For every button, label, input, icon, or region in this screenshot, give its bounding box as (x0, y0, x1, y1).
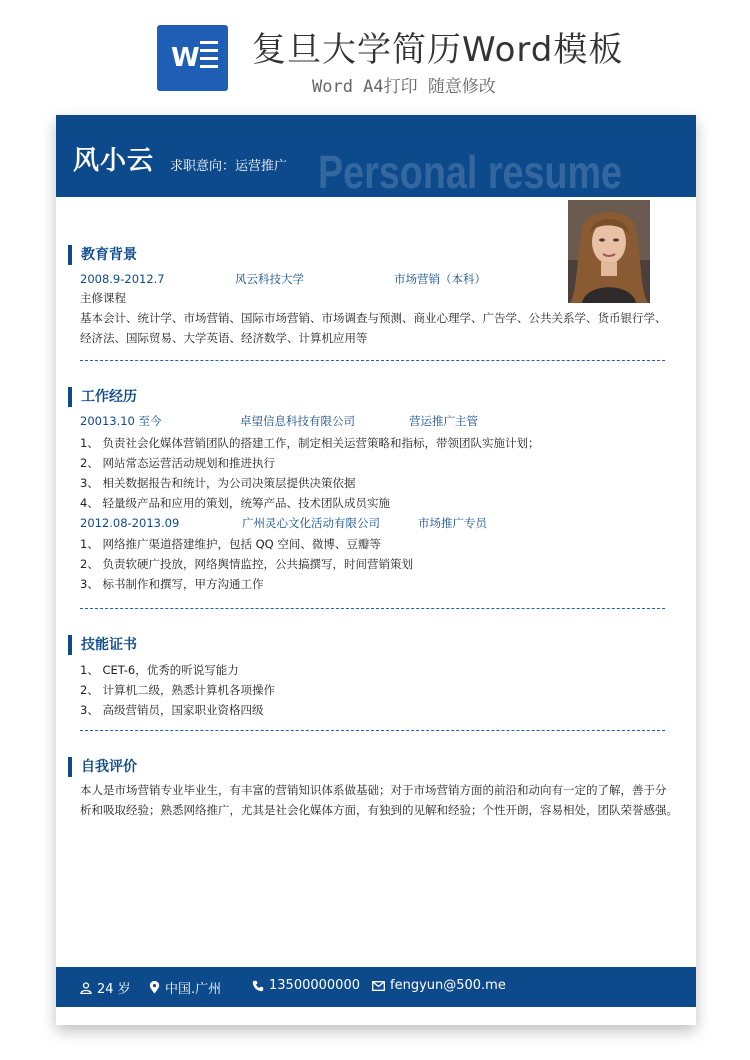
job-duty: 2、 网站常态运营活动规划和推进执行 (80, 456, 275, 470)
profile-photo (568, 200, 650, 303)
education-school: 风云科技大学 (235, 272, 304, 286)
job-duty: 3、 相关数据报告和统计，为公司决策层提供决策依据 (80, 476, 356, 490)
name-banner (56, 115, 696, 197)
section-title-self-eval: 自我评价 (68, 757, 137, 777)
email-text: fengyun@500.me (390, 978, 506, 993)
candidate-name: 风小云 (73, 146, 155, 176)
self-eval-line-1: 本人是市场营销专业毕业生，有丰富的营销知识体系做基础；对于市场营销方面的前沿和动向有一定的了解，善于分 (80, 783, 667, 797)
section-divider (80, 730, 665, 731)
phone-icon (252, 980, 264, 992)
contact-phone (252, 978, 360, 993)
job-duty: 2、 负责软硬广投放，网络舆情监控，公共搞撰写，时间营销策划 (80, 557, 413, 571)
resume-sheet (56, 115, 696, 1025)
job-period: 2012.08-2013.09 (80, 516, 180, 530)
word-logo-icon (157, 25, 228, 91)
location-pin-icon (149, 981, 160, 994)
section-divider (80, 608, 665, 609)
mail-icon (372, 981, 385, 991)
page-title: 复旦大学简历Word模板 (252, 30, 624, 70)
skill-item: 1、 CET-6，优秀的听说写能力 (80, 663, 239, 677)
phone-text: 13500000000 (269, 978, 360, 993)
job-duty: 3、 标书制作和撰写，甲方沟通工作 (80, 577, 264, 591)
section-title-skills: 技能证书 (68, 635, 137, 655)
contact-age (80, 978, 131, 997)
age-text: 24 岁 (97, 982, 131, 997)
contact-bar (56, 967, 696, 1007)
self-eval-text (80, 780, 678, 820)
skill-item: 2、 计算机二级，熟悉计算机各项操作 (80, 683, 275, 697)
banner-watermark: Personal resume (318, 146, 623, 197)
section-divider (80, 360, 665, 361)
user-icon (80, 982, 92, 994)
courses-line-1: 基本会计、统计学、市场营销、国际市场营销、市场调查与预测、商业心理学、广告学、公共关系学、货币银行学、 (80, 311, 667, 325)
job-position: 市场推广专员 (418, 516, 487, 530)
page-subtitle: Word A4打印 随意修改 (312, 77, 496, 97)
page-header (0, 0, 750, 110)
job-duty: 1、 网络推广渠道搭建维护，包括 QQ 空间、微博、豆瓣等 (80, 537, 381, 551)
location-text: 中国.广州 (165, 982, 222, 997)
section-title-education: 教育背景 (68, 245, 137, 265)
section-title-work: 工作经历 (68, 387, 137, 407)
word-logo-letter: W (171, 43, 200, 73)
job-intent: 求职意向：运营推广 (170, 159, 288, 174)
job-period: 20013.10 至今 (80, 414, 162, 428)
courses-label: 主修课程 (80, 291, 126, 305)
contact-email (372, 978, 506, 993)
education-period: 2008.9-2012.7 (80, 272, 165, 286)
skill-item: 3、 高级营销员，国家职业资格四级 (80, 703, 264, 717)
job-company: 卓望信息科技有限公司 (240, 414, 355, 428)
self-eval-line-2: 析和吸取经验；熟悉网络推广，尤其是社会化媒体方面，有独到的见解和经验；个性开朗，容易相处，团队荣誉感强。 (80, 803, 678, 817)
job-position: 营运推广主管 (409, 414, 478, 428)
job-company: 广州灵心文化活动有限公司 (242, 516, 380, 530)
job-duty: 1、 负责社会化媒体营销团队的搭建工作，制定相关运营策略和指标，带领团队实施计划； (80, 436, 540, 450)
contact-location (149, 978, 221, 997)
job-duty: 4、 轻量级产品和应用的策划，统筹产品、技术团队成员实施 (80, 496, 390, 510)
education-major: 市场营销（本科） (394, 272, 486, 286)
courses-line-2: 经济法、国际贸易、大学英语、经济数学、计算机应用等 (80, 331, 368, 345)
